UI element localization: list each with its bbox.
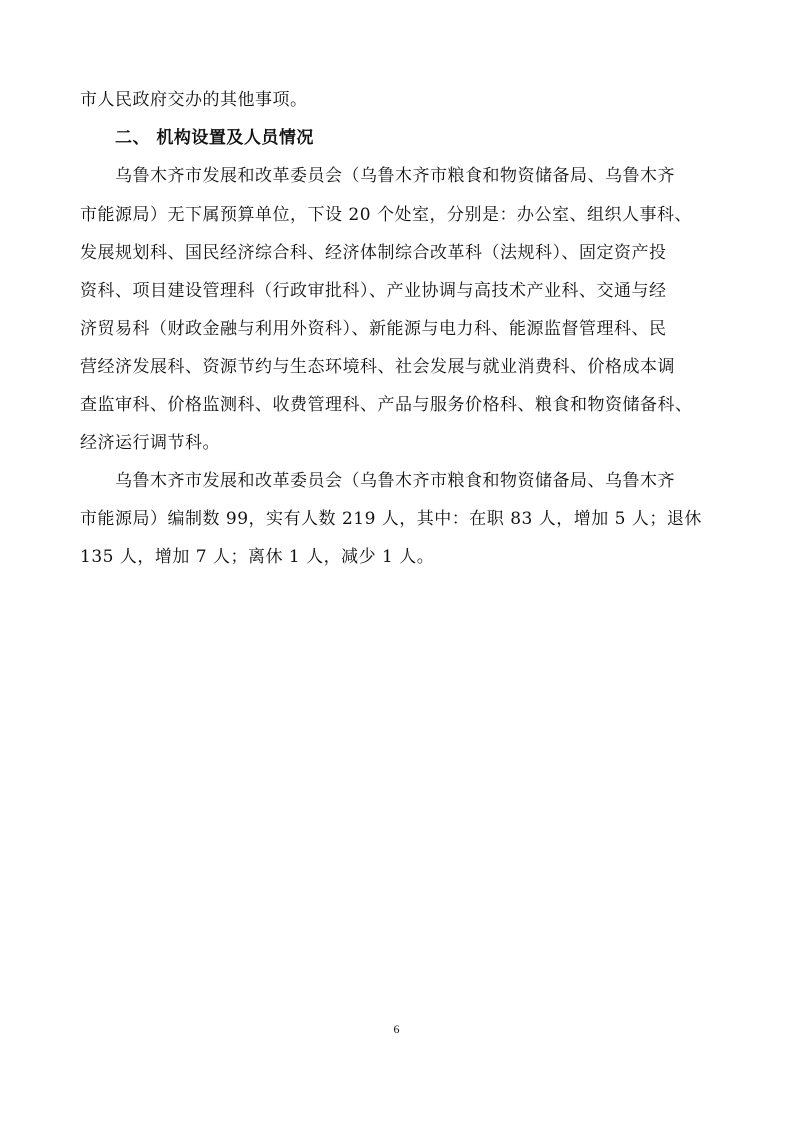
paragraph-1-line-7: 查监审科、价格监测科、收费管理科、产品与服务价格科、粮食和物资储备科、 — [80, 395, 693, 415]
paragraph-2-line-2: 市能源局）编制数 99，实有人数 219 人，其中：在职 83 人，增加 5 人；退休 — [80, 509, 702, 529]
paragraph-1-line-6: 营经济发展科、资源节约与生态环境科、社会发展与就业消费科、价格成本调 — [80, 357, 675, 377]
paragraph-1-line-5: 济贸易科（财政金融与利用外资科）、新能源与电力科、能源监督管理科、民 — [80, 319, 667, 339]
section-heading: 二、 机构设置及人员情况 — [115, 128, 314, 148]
paragraph-1-line-4: 资科、项目建设管理科（行政审批科）、产业协调与高技术产业科、交通与经 — [80, 281, 667, 301]
paragraph-1-line-8: 经济运行调节科。 — [80, 433, 220, 453]
page-number: 6 — [393, 1022, 400, 1036]
paragraph-1-line-3: 发展规划科、国民经济综合科、经济体制综合改革科（法规科）、固定资产投 — [80, 243, 667, 263]
paragraph-2-line-1: 乌鲁木齐市发展和改革委员会（乌鲁木齐市粮食和物资储备局、乌鲁木齐 — [115, 471, 675, 491]
text-line-continuation: 市人民政府交办的其他事项。 — [80, 90, 308, 110]
paragraph-2-line-3: 135 人，增加 7 人；离休 1 人，减少 1 人。 — [80, 547, 435, 567]
paragraph-1-line-1: 乌鲁木齐市发展和改革委员会（乌鲁木齐市粮食和物资储备局、乌鲁木齐 — [115, 166, 675, 186]
paragraph-1-line-2: 市能源局）无下属预算单位，下设 20 个处室，分别是：办公室、组织人事科、 — [80, 205, 692, 225]
